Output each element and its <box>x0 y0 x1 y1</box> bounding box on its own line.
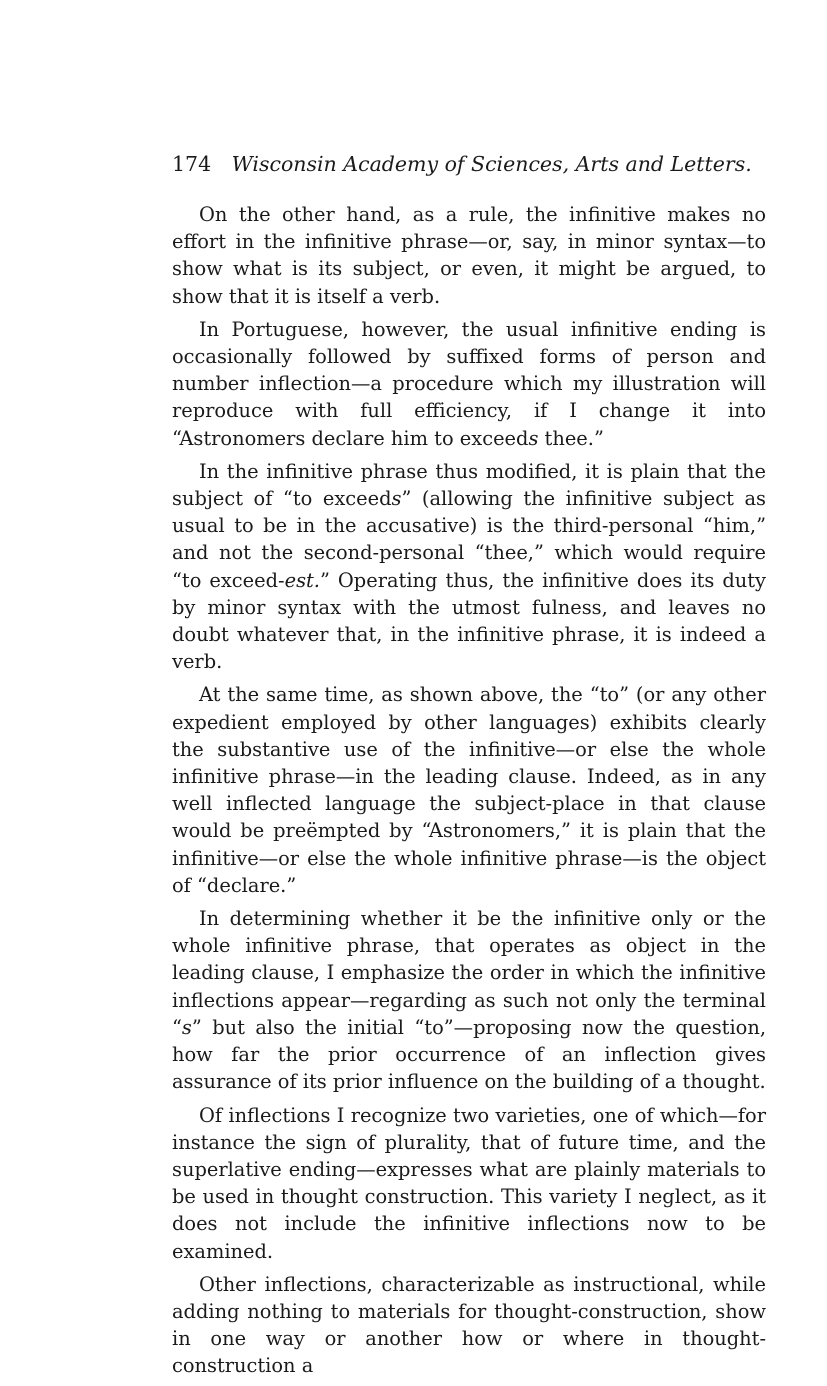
paragraph-text: At the same time, as shown above, the “to” (or any other expedient employed by other languages) exhibits clearly the substantive use of the infinitive—or else the whole infinitive phrase—in the leading clause. Indeed, as in any well inflected language the subject-place in that clause would be preëmpted by “Astronomers,” it is plain that the infinitive—or else the whole infinitive phrase—is the object of “declare.” <box>172 683 766 897</box>
paragraph-text: In Portuguese, however, the usual infinitive ending is occasionally followed by suffixed forms of person and number inflection—a procedure which my illustration will reproduce with full efficiency, if I change it into “Astronomers declare him to exceed <box>172 317 766 450</box>
paragraph-text: Other inflections, characterizable as instructional, while adding nothing to materials for thought-construction, show in one way or another how or where in thought-construction a <box>172 1272 766 1378</box>
page-number: 174 <box>172 152 212 176</box>
paragraph-6 <box>172 1102 766 1265</box>
italic-suffix: s <box>181 1015 192 1039</box>
running-header <box>172 150 772 178</box>
italic-suffix: s <box>528 426 539 450</box>
body-text <box>172 201 766 1386</box>
paragraph-text: In determining whether it be the infinitive only or the whole infinitive phrase, that operates as object in the leading clause, I emphasize the order in which the infinitive inflections appear—regarding as such not only the terminal “ <box>172 907 766 1039</box>
italic-suffix: s <box>391 487 402 511</box>
paragraph-text: In the infinitive phrase thus modified, it is plain that the subject of “to exceed <box>172 459 766 511</box>
paragraph-text: thee.” <box>538 426 604 450</box>
paragraph-7 <box>172 1271 766 1380</box>
paragraph-text: Of inflections I recognize two varieties, one of which—for instance the sign of plurality, that of future time, and the superlative ending—expresses what are plainly materials to be used in thought construction. This variety I neglect, as it does not include the infinitive inflections now to be examined. <box>172 1103 766 1263</box>
paragraph-3 <box>172 458 766 676</box>
paragraph-text: ” but also the initial “to”—proposing now the question, how far the prior occurrence of an inflection gives assurance of its prior influence on the building of a thought. <box>172 1015 766 1094</box>
paragraph-1 <box>172 201 766 310</box>
paragraph-text: ” (allowing the infinitive subject as usual to be in the accusative) is the third-personal “him,” and not the second-personal “thee,” which would require “to exceed- <box>172 487 766 592</box>
paragraph-2 <box>172 316 766 452</box>
paragraph-text: ” Operating thus, the infinitive does its duty by minor syntax with the utmost fulness, and leaves no doubt whatever that, in the infinitive phrase, it is indeed a verb. <box>172 568 766 674</box>
italic-suffix: est. <box>284 568 320 592</box>
paragraph-text: On the other hand, as a rule, the infinitive makes no effort in the infinitive phrase—or, say, in minor syntax—to show what is its subject, or even, it might be argued, to show that it is itself a verb. <box>172 203 766 308</box>
paragraph-4 <box>172 681 766 899</box>
running-title: Wisconsin Academy of Sciences, Arts and Letters. <box>231 152 752 176</box>
paragraph-5 <box>172 905 766 1095</box>
